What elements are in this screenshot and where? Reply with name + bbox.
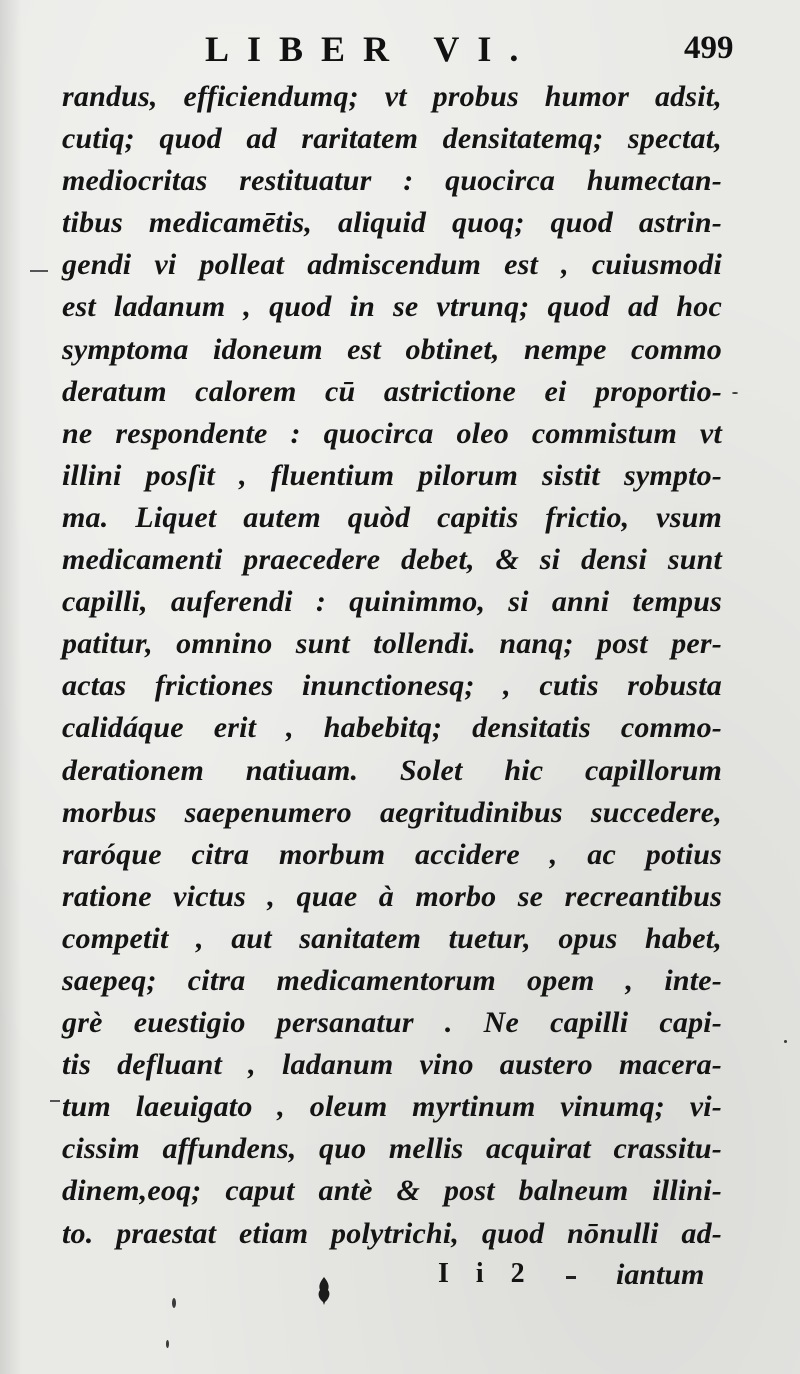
text-line: saepeq; citra medicamentorum opem , inte-: [62, 963, 722, 997]
page-header: [0, 26, 800, 76]
paper-speck: [732, 392, 738, 394]
text-line: grè euestigio persanatur . Ne capilli capi-: [62, 1006, 722, 1040]
text-line: to. praestat etiam polytrichi, quod nōnulli ad-: [62, 1216, 722, 1250]
text-line: illini posſit , fluentium pilorum sistit sympto-: [62, 458, 722, 492]
text-line: medicamenti praecedere debet, & si densi sunt: [62, 543, 722, 577]
margin-tick: [50, 1100, 60, 1102]
text-line: ratione victus , quae à morbo se recreantibus: [62, 879, 722, 913]
text-line: gendi vi polleat admiscendum est , cuiusmodi: [62, 248, 722, 282]
text-line: actas frictiones inunctionesq; , cutis robusta: [62, 669, 722, 703]
text-line: cissim affundens, quo mellis acquirat crassitu-: [62, 1132, 722, 1166]
text-line: tum laeuigato , oleum myrtinum vinumq; vi-: [62, 1090, 722, 1124]
paper-speck: [172, 1298, 176, 1308]
text-line: capilli, auferendi : quinimmo, si anni tempus: [62, 585, 722, 619]
text-line: tibus medicamētis, aliquid quoq; quod astrin-: [62, 206, 722, 240]
text-line: calidáque erit , habebitq; densitatis commo-: [62, 711, 722, 745]
text-line: mediocritas restituatur : quocirca humectan-: [62, 164, 722, 198]
paper-speck: [784, 1040, 787, 1043]
text-line: tis defluant , ladanum vino austero macera-: [62, 1048, 722, 1082]
text-line: cutiq; quod ad raritatem densitatemq; spectat,: [62, 122, 722, 156]
paper-speck: [166, 1340, 169, 1348]
text-line: raróque citra morbum accidere , ac potius: [62, 837, 722, 871]
gutter-shadow: [0, 0, 22, 1374]
running-head: LIBER VI.: [205, 29, 537, 69]
page-number: 499: [684, 30, 734, 66]
page-footer: [0, 1258, 800, 1298]
text-line: ne respondente : quocirca oleo commistum vt: [62, 416, 722, 450]
catchword: iantum: [616, 1258, 705, 1291]
text-line: deratum calorem cū astrictione ei proportio-: [62, 374, 722, 408]
text-line: competit , aut sanitatem tuetur, opus habet,: [62, 921, 722, 955]
margin-tick: [30, 270, 48, 272]
text-line: patitur, omnino sunt tollendi. nanq; post per-: [62, 627, 722, 661]
signature-mark: I i 2: [438, 1258, 535, 1289]
body-text: [62, 76, 722, 1255]
text-line: est ladanum , quod in se vtrunq; quod ad hoc: [62, 290, 722, 324]
ink-blot-icon: [316, 1276, 332, 1306]
text-line: randus, efficiendumq; vt probus humor adsit,: [62, 80, 722, 113]
text-line: morbus saepenumero aegritudinibus succedere,: [62, 795, 722, 829]
text-line: ma. Liquet autem quòd capitis frictio, vsum: [62, 500, 722, 534]
text-line: derationem natiuam. Solet hic capillorum: [62, 753, 722, 787]
footer-dash: [566, 1276, 576, 1279]
text-line: symptoma idoneum est obtinet, nempe commo: [62, 332, 722, 366]
text-line: dinem,eoq; caput antè & post balneum illini-: [62, 1174, 722, 1208]
